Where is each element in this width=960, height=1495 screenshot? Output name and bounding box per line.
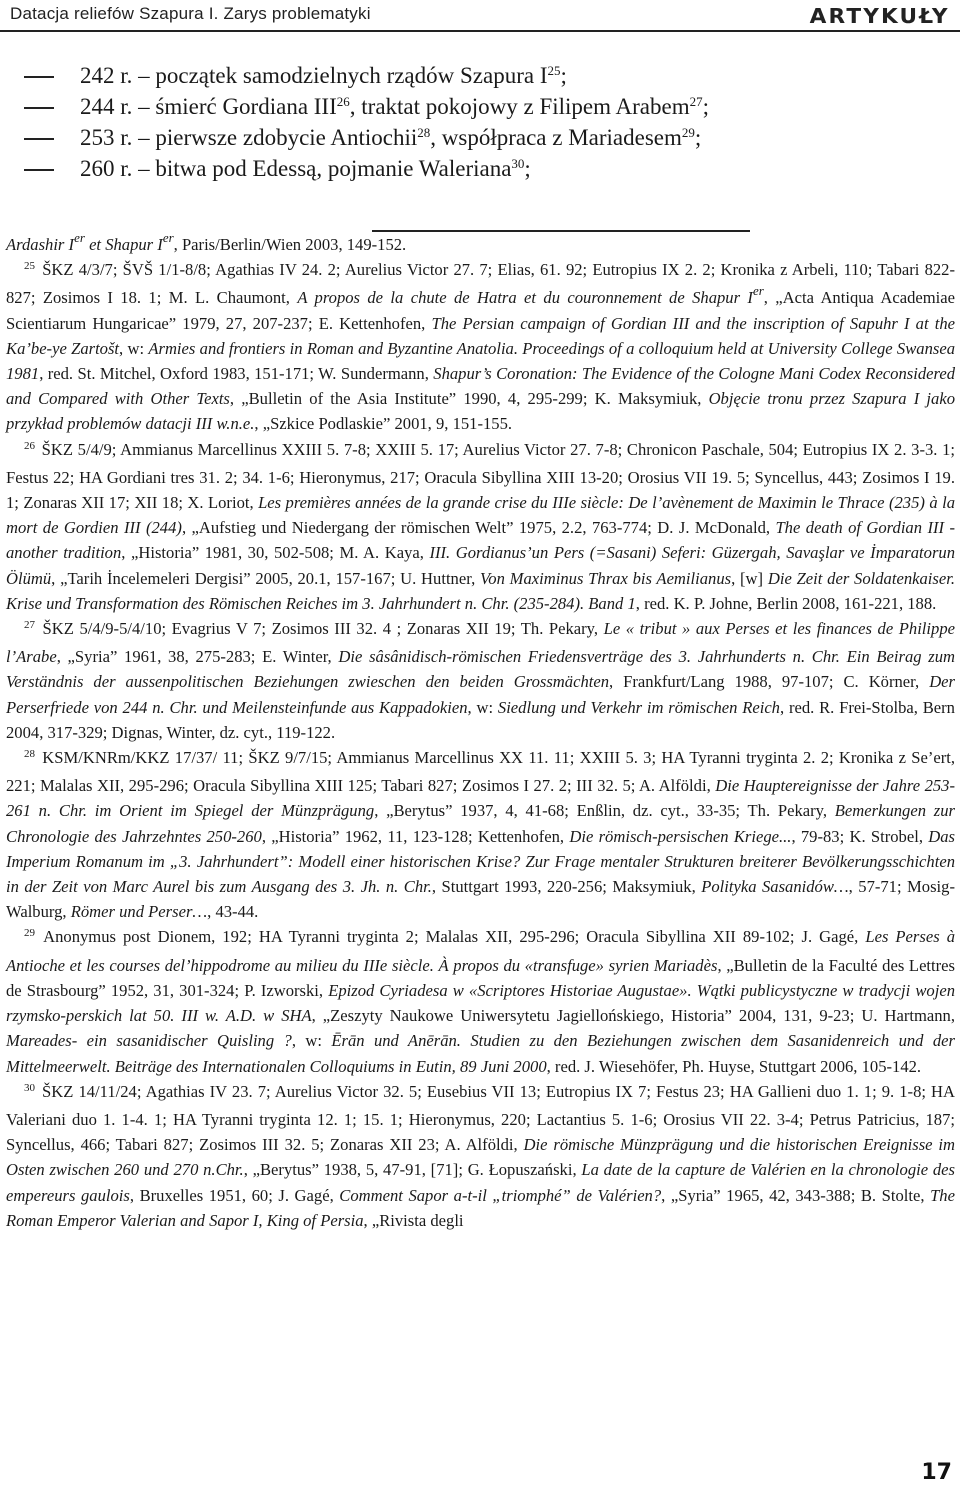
running-header — [0, 0, 960, 44]
footnotes-section — [6, 232, 955, 1233]
citation-title: Mareades- ein sasanidischer Quisling ? — [6, 1031, 292, 1051]
citation-text: , „Acta Antiqua Academiae Scientiarum Hungaricae” 1979, 27, 207-237; E. Kettenhofen, — [6, 288, 955, 333]
citation-text: ŠKZ 5/4/9-5/4/10; Evagrius V 7; Zosimos III 32. 4 ; Zonaras XII 19; Th. Pekary, — [37, 619, 604, 639]
citation-text: , 79-83; K. Strobel, — [791, 826, 929, 846]
section-logo: ARTYKUŁY — [809, 4, 950, 28]
citation-text: , red. J. Wiesehöfer, Ph. Huyse, Stuttgart 2006, 105-142. — [546, 1056, 922, 1076]
citation-text: , „Syria” 1961, 38, 275-283; E. Winter, — [56, 647, 339, 667]
timeline-text: 253 r. – pierwsze zdobycie Antiochii — [80, 125, 418, 150]
citation-text: Anonymus post Dionem, 192; HA Tyranni tryginta 2; Malalas XII, 295-296; Oracula Sibyllina XII 89-102; J. Gagé, — [37, 927, 866, 947]
citation-title: Objęcie tronu przez Szapura I jako przykład problemów datacji III w.n.e. — [6, 389, 955, 434]
citation-text: , w: — [291, 1031, 332, 1051]
citation-text: , red. K. P. Johne, Berlin 2008, 161-221, 188. — [635, 593, 937, 613]
citation-text: , Bruxelles 1951, 60; J. Gagé, — [129, 1185, 340, 1205]
dash-marker — [24, 76, 54, 78]
citation-title: Die sâsânidisch-römischen Friedensverträge des 3. Jahrhunderts n. Chr. Ein Beirag zum Verständnis der aussenpolitischen Beziehungen zwieschen den beiden Grossmächten — [6, 647, 955, 692]
citation-text: , w: — [467, 697, 498, 717]
citation-title: The death of Gordian III - another tradition — [6, 518, 955, 563]
footnote-ref[interactable]: 30 — [511, 156, 525, 171]
citation-text: , „Berytus” 1937, 4, 41-68; Enßlin, dz. cyt., 33-35; Th. Pekary, — [374, 801, 835, 821]
footnote-ref[interactable]: 29 — [681, 125, 695, 140]
footnote-number: 28 — [24, 748, 35, 761]
dash-marker — [24, 169, 54, 171]
citation-title: The Persian campaign of Gordian III and the inscription of Sapuhr I at the Ka’be-ye Zartošt — [6, 313, 956, 358]
citation-text: , „Rivista degli — [363, 1210, 464, 1230]
superscript: er — [162, 230, 174, 245]
citation-title: Die römisch-persischen Kriege... — [569, 826, 792, 846]
timeline-item: 242 r. – początek samodzielnych rządów Szapura $I^{25}$; — [24, 60, 924, 91]
footnote-number: 30 — [24, 1081, 35, 1094]
citation-text: , 43-44. — [207, 902, 259, 922]
citation-text: , „Berytus” 1938, 5, 47-91, [71]; G. Łopuszański, — [243, 1160, 582, 1180]
footnote-ref[interactable]: 27 — [689, 94, 703, 109]
citation-title: III. Gordianus’un Pers (=Sasani) Seferi: Güzergah, Savaşlar ve İmparatorun Ölümü — [6, 543, 955, 588]
citation-title: Römer und Perser… — [70, 902, 208, 922]
footnote-number: 27 — [24, 619, 35, 632]
timeline-item: 244 r. – śmierć Gordiana III$^{26}$, traktat pokojowy z Filipem Arabem$^{27}$; — [24, 91, 924, 122]
header-rule — [0, 30, 960, 32]
timeline-item: 260 r. – bitwa pod Edessą, pojmanie Waleriana$^{30}$; — [24, 153, 924, 184]
citation-title: Le « tribut » aux Perses et les finances de Philippe l’Arabe — [6, 619, 955, 667]
footnote-26 — [6, 437, 955, 616]
citation-title: Der Perserfriede von 244 n. Chr. und Meilensteinfunde aus Kappadokien — [6, 672, 955, 717]
citation-text: , „Zeszyty Naukowe Uniwersytetu Jagiellońskiego, Historia” 2004, 131, 9-23; U. Hartmann, — [311, 1006, 955, 1026]
citation-title: Die Zeit der Soldatenkaiser. Krise und Transformation des Römischen Reiches im 3. Jahrhundert n. Chr. (235-284). Band 1 — [6, 568, 955, 613]
citation-title: A propos de la chute de Hatra et du couronnement de Shapur I — [297, 288, 753, 308]
citation-text: ŠKZ 4/3/7; ŠVŠ 1/1-8/8; Agathias IV 24. 2; Aurelius Victor 27. 7; Elias, 61. 92; Eutropius IX 2. 2; Kronika z Arbeli, 110; Tabari 822-827; Zosimos I 18. 1; M. L. Chaumont, — [6, 260, 955, 308]
citation-title: Ērān und Anērān. Studien zu den Beziehungen zwischen dem Sasanidenreich und der Mittelmeerwelt. Beiträge des Internationalen Colloquiums in Eutin, 89 Juni 2000 — [6, 1031, 955, 1076]
footnote-28 — [6, 745, 955, 924]
citation-title: Les Perses à Antioche et les courses del’hippodrome au milieu du IIIe siècle. À propos du «transfuge» syrien Mariadès — [6, 927, 955, 975]
citation-title: Ardashir I — [6, 235, 75, 254]
citation-text: , „Bulletin of the Asia Institute” 1990, 4, 295-299; K. Maksymiuk, — [229, 389, 709, 409]
citation-title: Die römische Münzprägung und die historischen Ereignisse im Osten zwischen 260 und 270 n.Chr. — [6, 1135, 955, 1180]
footnote-continuation — [6, 232, 955, 257]
citation-title: Armies and frontiers in Roman and Byzantine Anatolia. Proceedings of a colloquium held at University College Swansea 1981 — [6, 338, 955, 384]
citation-text: ŠKZ 5/4/9; Ammianus Marcellinus XXIII 5. 7-8; XXIII 5. 17; Aurelius Victor 27. 7-8; Chronicon Paschale, 504; Eutropius IX 2. 3-3. 1; Festus 22; HA Gordiani tres 31. 2; 34. 1-6; Hieronymus, 217; Oracula Sibyllina XIII 13-20; Orosius VII 19. 5; Syncellus, 443; Zosimos I 19. 1; Zonaras XII 17; XII 18; X. Loriot, — [6, 439, 955, 513]
citation-text: , „Tarih İncelemeleri Dergisi” 2005, 20.1, 157-167; U. Huttner, — [51, 568, 480, 588]
timeline-text: 244 r. – śmierć Gordiana III — [80, 94, 337, 119]
citation-title: Epizod Cyriadesa w «Scriptores Historiae Augustae». Wątki publicystyczne w tradycji wojen rzymsko-perskich lat 50. III w. A.D. w SHA — [6, 980, 955, 1026]
timeline-text: 242 r. – początek samodzielnych rządów Szapura I — [80, 63, 548, 88]
citation-text: , „Historia” 1962, 11, 123-128; Kettenhofen, — [261, 826, 570, 846]
citation-title: Les premières années de la grande crise du IIIe siècle: De l’avènement de Maximin le Thrace (235) à la mort de Gordien III (244) — [6, 493, 955, 538]
timeline-list — [24, 60, 924, 184]
footnote-number: 29 — [24, 927, 35, 940]
citation-title: Shapur’s Coronation: The Evidence of the Cologne Mani Codex Reconsidered and Compared with Other Texts — [6, 364, 955, 409]
citation-title: The Roman Emperor Valerian and Sapor I, King of Persia — [6, 1185, 955, 1230]
timeline-item: 253 r. – pierwsze zdobycie Antiochii$^{28}$, współpraca z Mariadesem$^{29}$; — [24, 122, 924, 153]
citation-text: , „Szkice Podlaskie” 2001, 9, 151-155. — [254, 414, 513, 434]
footnote-25 — [6, 257, 955, 436]
timeline-text: 260 r. – bitwa pod Edessą, pojmanie Waleriana — [80, 156, 512, 181]
footnote-number: 26 — [24, 439, 35, 452]
superscript: er — [74, 230, 85, 245]
footnote-number: 25 — [24, 260, 35, 273]
citation-text: , „Aufstieg und Niedergang der römischen Welt” 1975, 2.2, 763-774; D. J. McDonald, — [181, 518, 776, 538]
footnote-30 — [6, 1079, 955, 1233]
citation-text: , „Bulletin de la Faculté des Lettres de Strasbourg” 1952, 31, 301-324; P. Izworski, — [6, 955, 956, 1000]
citation-title: Siedlung und Verkehr im römischen Reich — [497, 697, 780, 717]
dash-marker — [24, 107, 54, 109]
footnote-ref[interactable]: 25 — [547, 63, 561, 78]
citation-text: KSM/KNRm/KKZ 17/37/ 11; ŠKZ 9/7/15; Ammianus Marcellinus XX 11. 11; XXIII 5. 3; HA Tyranni tryginta 2. 2; Kronika z Se’ert, 221; Malalas XII, 295-296; Oracula Sibyllina XIII 125; Tabari 827; Zosimos I 27. 2; III 32. 5; A. Alföldi, — [6, 748, 955, 796]
dash-marker — [24, 138, 54, 140]
citation-title: et Shapur I — [84, 235, 163, 254]
page-number: 17 — [921, 1460, 952, 1485]
superscript: er — [752, 283, 764, 299]
citation-text: , Frankfurt/Lang 1988, 97-107; C. Körner, — [609, 672, 930, 692]
citation-title: Das Imperium Romanum im „3. Jahrhundert”: Modell einer historischen Krise? Zur Frage mentaler Strukturen breiterer Bevölkerungsschichten in der Zeit von Marc Aurel bis zum Ausgang des 3. Jh. n. Chr. — [6, 826, 955, 897]
citation-text: , Stuttgart 1993, 220-256; Maksymiuk, — [431, 877, 702, 897]
citation-title: Comment Sapor a-t-il „triomphé” de Valérien? — [339, 1185, 662, 1205]
citation-text: ŠKZ 14/11/24; Agathias IV 23. 7; Aurelius Victor 32. 5; Eusebius VII 13; Eutropius IX 7; Festus 23; HA Gallieni duo 1. 1; 9. 1-8; HA Valeriani duo 1. 1-4. 1; HA Tyranni tryginta 12. 1; 15. 1; Hieronymus, 220; Lactantius 5. 1-6; Orosius VII 22. 3-4; Petrus Patricius, 187; Syncellus, 466; Tabari 827; Zosimos III 32. 5; Zonaras XII 23; A. Alföldi, — [6, 1081, 955, 1155]
citation-text: , red. St. Mitchel, Oxford 1983, 151-171; W. Sundermann, — [39, 364, 434, 384]
header-title: Datacja reliefów Szapura I. Zarys problematyki — [10, 4, 371, 23]
citation-title: Von Maximinus Thrax bis Aemilianus — [480, 568, 732, 588]
citation-title: Die Hauptereignisse der Jahre 253-261 n. Chr. im Orient im Spiegel der Münzprägung — [6, 776, 955, 821]
footnote-ref[interactable]: 28 — [417, 125, 431, 140]
citation-text: , 57-71; Mosig-Walburg, — [6, 877, 955, 922]
citation-text: , „Syria” 1965, 42, 343-388; B. Stolte, — [661, 1185, 931, 1205]
citation-title: Bemerkungen zur Chronologie des Jahrzehntes 250-260 — [6, 801, 955, 846]
citation-title: La date de la capture de Valérien en la chronologie des empereurs gaulois — [6, 1160, 955, 1205]
citation-text: , Paris/Berlin/Wien 2003, 149-152. — [173, 235, 407, 254]
citation-text: , „Historia” 1981, 30, 502-508; M. A. Kaya, — [121, 543, 430, 563]
footnote-27 — [6, 616, 955, 745]
citation-text: , [w] — [731, 568, 768, 588]
footnote-29 — [6, 924, 955, 1078]
citation-title: Polityka Sasanidów… — [701, 877, 849, 897]
citation-text: , w: — [119, 338, 149, 358]
footnote-ref[interactable]: 26 — [336, 94, 350, 109]
citation-text: , red. R. Frei-Stolba, Bern 2004, 317-329; Dignas, Winter, dz. cyt., 119-122. — [6, 697, 955, 742]
